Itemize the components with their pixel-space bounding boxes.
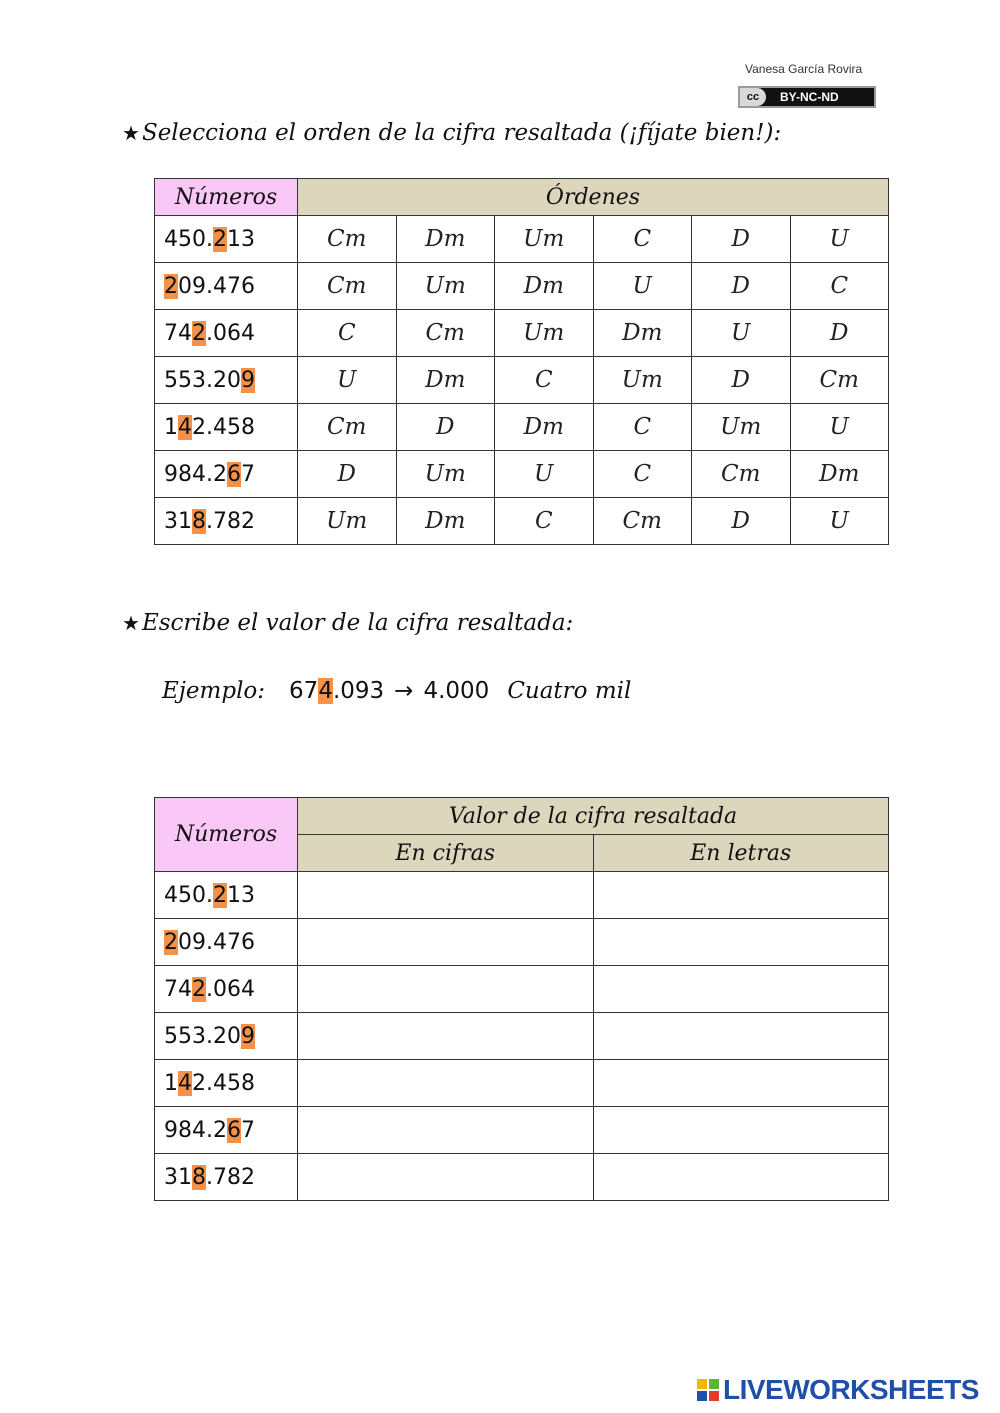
digits-answer-cell: [298, 1013, 594, 1060]
words-answer-input[interactable]: [594, 1013, 889, 1059]
words-header: En letras: [593, 835, 889, 872]
table-row: [155, 1060, 889, 1107]
words-answer-input[interactable]: [594, 966, 889, 1012]
number-pre: 984.2: [164, 1117, 227, 1143]
number-cell: [155, 1107, 298, 1154]
words-answer-input[interactable]: [594, 872, 889, 918]
highlighted-digit: 8: [192, 508, 206, 534]
table-row: [155, 966, 889, 1013]
highlighted-digit: 4: [178, 414, 192, 440]
order-option[interactable]: C: [593, 451, 692, 498]
words-answer-cell: [593, 966, 889, 1013]
number-post: .064: [206, 976, 255, 1002]
number-cell: [155, 1013, 298, 1060]
table-row: [155, 451, 889, 498]
table-row: [155, 310, 889, 357]
number-pre: 74: [164, 320, 192, 346]
order-option[interactable]: U: [790, 498, 889, 545]
order-option[interactable]: Um: [495, 310, 594, 357]
number-cell: [155, 966, 298, 1013]
highlighted-digit: 2: [164, 273, 178, 299]
number-cell: [155, 216, 298, 263]
number-pre: 450.: [164, 226, 213, 252]
digits-header: En cifras: [298, 835, 594, 872]
digits-answer-cell: [298, 1060, 594, 1107]
digits-answer-cell: [298, 1107, 594, 1154]
star-icon: ★: [122, 611, 140, 635]
order-option[interactable]: C: [298, 310, 397, 357]
highlighted-digit: 9: [240, 1023, 255, 1049]
order-option[interactable]: D: [692, 498, 791, 545]
numbers-header: Números: [155, 179, 298, 216]
table-row: [155, 498, 889, 545]
order-option[interactable]: Cm: [593, 498, 692, 545]
number-cell: [155, 498, 298, 545]
example-number-post: .093: [332, 678, 385, 704]
orders-table: [154, 178, 889, 545]
words-answer-cell: [593, 1107, 889, 1154]
numbers-header: Números: [155, 798, 298, 872]
number-post: 13: [226, 226, 255, 252]
number-cell: [155, 919, 298, 966]
number-pre: 74: [164, 976, 192, 1002]
number-pre: 450.: [164, 882, 213, 908]
order-option[interactable]: D: [396, 404, 495, 451]
author-name: Vanesa García Rovira: [745, 62, 863, 76]
value-table: [154, 797, 889, 1201]
star-icon: ★: [122, 121, 140, 145]
words-answer-input[interactable]: [594, 919, 889, 965]
number-pre: 31: [164, 508, 192, 534]
number-post: 09.476: [178, 273, 255, 299]
highlighted-digit: 9: [240, 367, 255, 393]
order-option[interactable]: D: [692, 216, 791, 263]
order-option[interactable]: Dm: [495, 404, 594, 451]
brand-name: LIVEWORKSHEETS: [723, 1374, 979, 1405]
number-post: .064: [206, 320, 255, 346]
license-text: BY-NC-ND: [780, 90, 839, 104]
number-post: .782: [206, 508, 255, 534]
order-option[interactable]: C: [495, 357, 594, 404]
table-row: [155, 1107, 889, 1154]
number-post: 7: [240, 461, 255, 487]
cc-icon: cc: [740, 88, 766, 106]
number-cell: [155, 263, 298, 310]
highlighted-digit: 2: [192, 320, 206, 346]
order-option[interactable]: Um: [396, 263, 495, 310]
order-option[interactable]: Dm: [396, 216, 495, 263]
orders-header: Órdenes: [298, 179, 889, 216]
table-row: [155, 1154, 889, 1201]
example-line: [162, 678, 631, 704]
number-post: 2.458: [192, 1070, 255, 1096]
order-option[interactable]: U: [593, 263, 692, 310]
example-number: [289, 678, 384, 704]
table-row: [155, 216, 889, 263]
order-option[interactable]: C: [593, 216, 692, 263]
order-option[interactable]: Cm: [790, 357, 889, 404]
order-option[interactable]: Cm: [692, 451, 791, 498]
order-option[interactable]: Dm: [790, 451, 889, 498]
order-option[interactable]: U: [790, 216, 889, 263]
order-option[interactable]: Um: [396, 451, 495, 498]
words-answer-cell: [593, 919, 889, 966]
number-cell: [155, 357, 298, 404]
words-answer-input[interactable]: [594, 1154, 889, 1200]
words-answer-cell: [593, 1154, 889, 1201]
words-answer-cell: [593, 1060, 889, 1107]
highlighted-digit: 2: [192, 976, 206, 1002]
digits-answer-input[interactable]: [298, 872, 593, 918]
number-pre: 1: [164, 1070, 178, 1096]
order-option[interactable]: D: [692, 263, 791, 310]
order-option[interactable]: D: [692, 357, 791, 404]
order-option[interactable]: C: [790, 263, 889, 310]
liveworksheets-logo: [697, 1374, 979, 1406]
order-option[interactable]: Dm: [495, 263, 594, 310]
digits-answer-input[interactable]: [298, 966, 593, 1012]
order-option[interactable]: Dm: [396, 498, 495, 545]
number-cell: [155, 310, 298, 357]
number-cell: [155, 451, 298, 498]
highlighted-digit: 6: [226, 1117, 241, 1143]
number-pre: 553.20: [164, 367, 241, 393]
words-answer-cell: [593, 1013, 889, 1060]
arrow-right-icon: →: [394, 678, 414, 704]
cc-license-badge: [738, 86, 876, 108]
order-option[interactable]: U: [692, 310, 791, 357]
number-pre: 553.20: [164, 1023, 241, 1049]
order-option[interactable]: U: [298, 357, 397, 404]
digits-answer-input[interactable]: [298, 1107, 593, 1153]
words-answer-input[interactable]: [594, 1060, 889, 1106]
number-cell: [155, 872, 298, 919]
words-answer-input[interactable]: [594, 1107, 889, 1153]
digits-answer-input[interactable]: [298, 1013, 593, 1059]
order-option[interactable]: U: [495, 451, 594, 498]
order-option[interactable]: Dm: [593, 310, 692, 357]
example-highlighted-digit: 4: [318, 678, 333, 704]
example-value: 4.000: [423, 678, 490, 704]
order-option[interactable]: Um: [298, 498, 397, 545]
order-option[interactable]: D: [298, 451, 397, 498]
digits-answer-input[interactable]: [298, 1154, 593, 1200]
highlighted-digit: 2: [212, 882, 227, 908]
section1-title: Selecciona el orden de la cifra resaltada (¡fíjate bien!):: [141, 120, 782, 146]
highlighted-digit: 8: [192, 1164, 206, 1190]
order-option[interactable]: Um: [692, 404, 791, 451]
order-option[interactable]: C: [495, 498, 594, 545]
order-option[interactable]: Cm: [396, 310, 495, 357]
highlighted-digit: 2: [164, 929, 178, 955]
digits-answer-cell: [298, 872, 594, 919]
order-option[interactable]: Cm: [298, 263, 397, 310]
table-row: [155, 357, 889, 404]
order-option[interactable]: Cm: [298, 216, 397, 263]
number-cell: [155, 1154, 298, 1201]
number-cell: [155, 1060, 298, 1107]
section2-title: Escribe el valor de la cifra resaltada:: [141, 610, 574, 636]
number-post: 09.476: [178, 929, 255, 955]
highlighted-digit: 6: [226, 461, 241, 487]
number-pre: 1: [164, 414, 178, 440]
table-row: [155, 872, 889, 919]
example-number-pre: 67: [289, 678, 319, 704]
table-row: [155, 1013, 889, 1060]
highlighted-digit: 2: [212, 226, 227, 252]
order-option[interactable]: C: [593, 404, 692, 451]
digits-answer-cell: [298, 919, 594, 966]
liveworksheets-icon: [697, 1379, 719, 1401]
number-post: 2.458: [192, 414, 255, 440]
digits-answer-input[interactable]: [298, 919, 593, 965]
order-option[interactable]: U: [790, 404, 889, 451]
value-header: Valor de la cifra resaltada: [298, 798, 889, 835]
number-post: 13: [226, 882, 255, 908]
order-option[interactable]: Dm: [396, 357, 495, 404]
number-pre: 984.2: [164, 461, 227, 487]
number-pre: 31: [164, 1164, 192, 1190]
example-words: Cuatro mil: [507, 678, 632, 704]
words-answer-cell: [593, 872, 889, 919]
digits-answer-input[interactable]: [298, 1060, 593, 1106]
section1-heading: [122, 120, 781, 146]
table-row: [155, 404, 889, 451]
number-post: .782: [206, 1164, 255, 1190]
highlighted-digit: 4: [178, 1070, 192, 1096]
number-cell: [155, 404, 298, 451]
digits-answer-cell: [298, 1154, 594, 1201]
section2-heading: [122, 610, 573, 636]
order-option[interactable]: Um: [593, 357, 692, 404]
table-row: [155, 919, 889, 966]
order-option[interactable]: D: [790, 310, 889, 357]
order-option[interactable]: Um: [495, 216, 594, 263]
number-post: 7: [240, 1117, 255, 1143]
table-row: [155, 263, 889, 310]
example-label: Ejemplo:: [162, 678, 266, 704]
digits-answer-cell: [298, 966, 594, 1013]
order-option[interactable]: Cm: [298, 404, 397, 451]
